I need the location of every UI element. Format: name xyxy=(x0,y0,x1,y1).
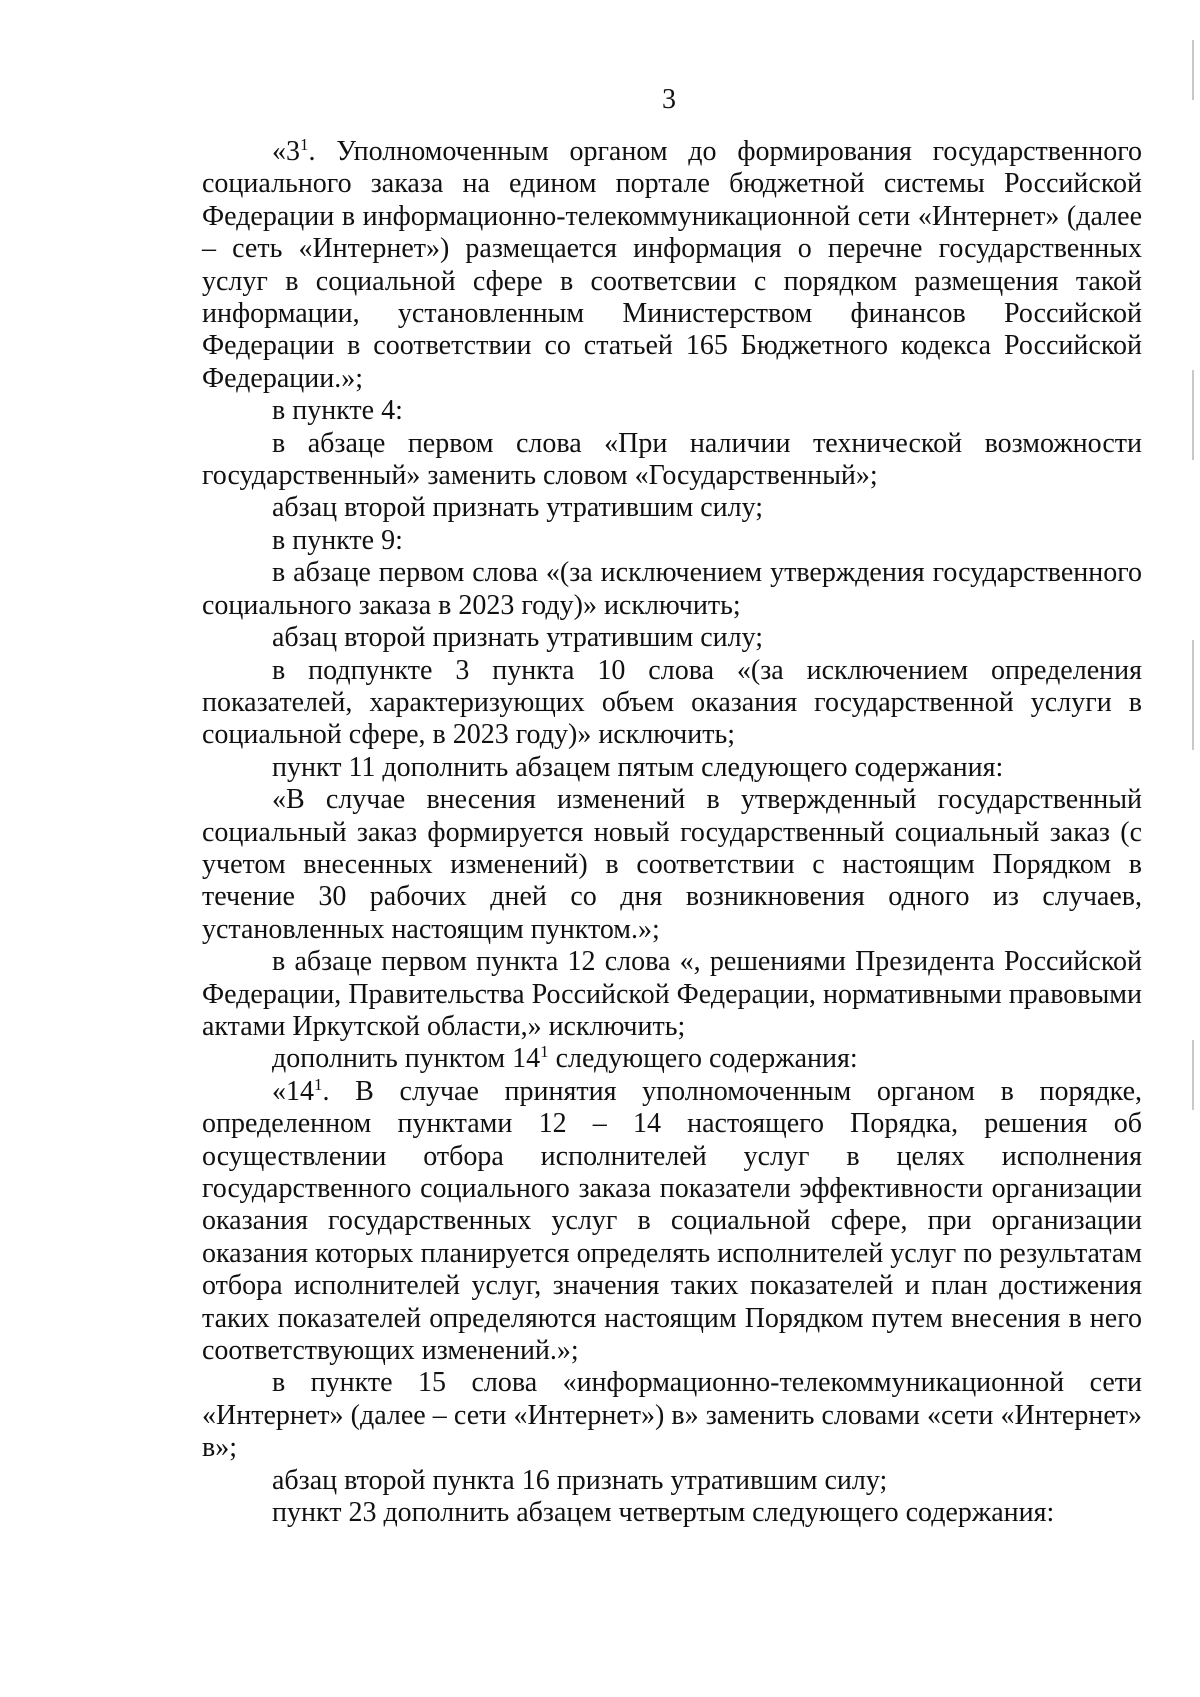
paragraph-10: «В случае внесения изменений в утвержденный государственный социальный заказ формируется новый государственный социальный заказ (с учетом внесенных изменений) в соответствии с настоящим Порядком в течение 30 рабочих дней со дня возникновения одного из случаев, установленных настоящим пунктом.»; xyxy=(202,784,1142,945)
paragraph-6: в абзаце первом слова «(за исключением утверждения государственного социального заказа в 2023 году)» исключить; xyxy=(202,557,1142,621)
paragraph-1: «$3^1$. Уполномоченным органом до формирования государственного социального заказа на едином портале бюджетной системы Российской Федерации в информационно-телекоммуникационной сети «Интернет» (далее – сеть «Интернет») размещается информация о перечне государственных услуг в социальной сфере в соответсвии с порядком размещения такой информации, установленным Министерством финансов Российской Федерации в соответствии со статьей 165 Бюджетного кодекса Российской Федерации.»; xyxy=(202,135,1142,394)
scan-edge-mark xyxy=(1192,40,1194,100)
paragraph-7: абзац второй признать утратившим силу; xyxy=(272,622,764,654)
paragraph-12: дополнить пунктом $14^1$ следующего содержания: xyxy=(272,1042,858,1075)
scan-edge-mark xyxy=(1192,1040,1194,1110)
paragraph-2: в пункте 4: xyxy=(272,395,403,427)
paragraph-11: в абзаце первом пункта 12 слова «, решениями Президента Российской Федерации, Правительства Российской Федерации, нормативными правовыми актами Иркутской области,» исключить; xyxy=(202,946,1142,1042)
paragraph-3: в абзаце первом слова «При наличии технической возможности государственный» заменить словом «Государственный»; xyxy=(202,427,1142,492)
paragraph-4: абзац второй признать утратившим силу; xyxy=(272,492,764,524)
page-number: 3 xyxy=(662,84,676,115)
scan-edge-mark xyxy=(1192,370,1194,460)
paragraph-15: абзац второй пункта 16 признать утратившим силу; xyxy=(272,1464,888,1496)
paragraph-14: в пункте 15 слова «информационно-телекоммуникационной сети «Интернет» (далее – сети «Интернет») в» заменить словами «сети «Интернет» в»; xyxy=(202,1367,1142,1464)
scan-edge-mark xyxy=(1192,640,1194,750)
paragraph-13: «$14^1$. В случае принятия уполномоченным органом в порядке, определенном пунктами 12 – 14 настоящего Порядка, решения об осуществлении отбора исполнителей услуг в целях исполнения государственного социального заказа показатели эффективности организации оказания государственных услуг в социальной сфере, при организации оказания которых планируется определять исполнителей услуг по результатам отбора исполнителей услуг, значения таких показателей и план достижения таких показателей определяются настоящим Порядком путем внесения в него соответствующих изменений.»; xyxy=(202,1074,1142,1367)
paragraph-8: в подпункте 3 пункта 10 слова «(за исключением определения показателей, характеризующих объем оказания государственной услуги в социальной сфере, в 2023 году)» исключить; xyxy=(202,654,1142,751)
paragraph-9: пункт 11 дополнить абзацем пятым следующего содержания: xyxy=(272,751,1004,783)
paragraph-5: в пункте 9: xyxy=(272,524,403,556)
document-body xyxy=(202,136,1142,1529)
paragraph-16: пункт 23 дополнить абзацем четвертым следующего содержания: xyxy=(272,1497,1055,1529)
